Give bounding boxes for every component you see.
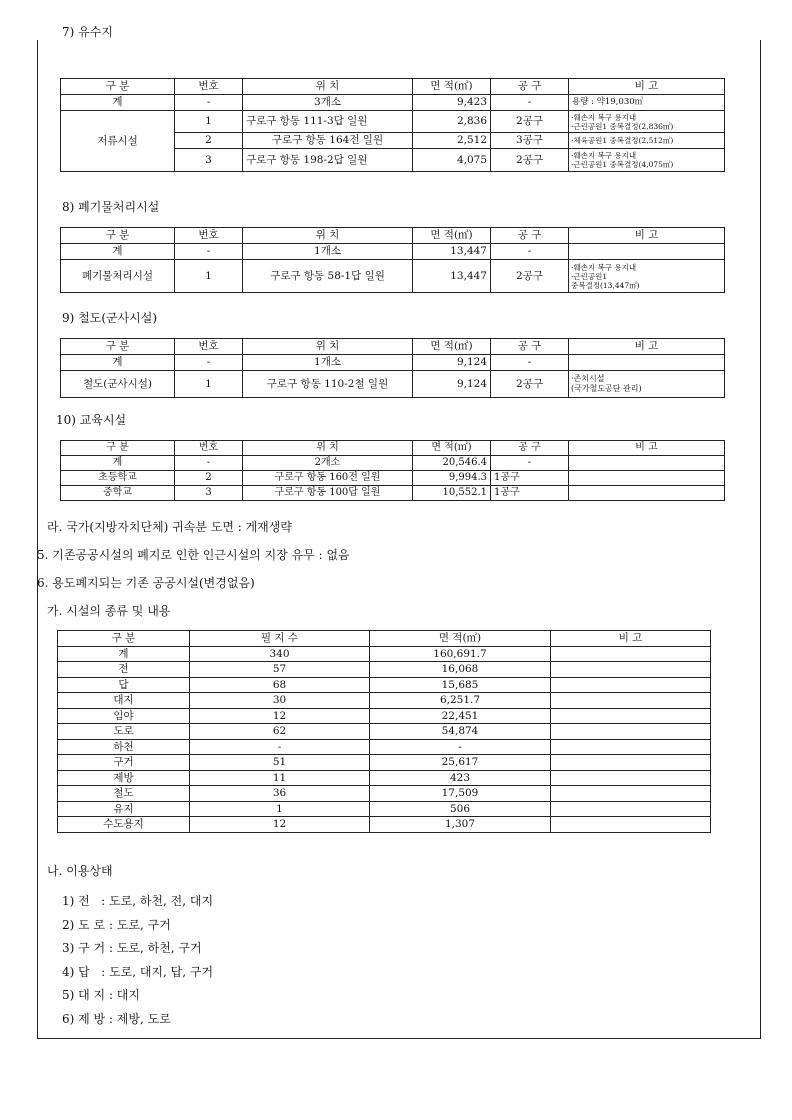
cell: 3	[175, 149, 243, 172]
cell: 17,509	[370, 786, 551, 802]
cell: 2,512	[413, 133, 491, 149]
header-cell: 비 고	[569, 79, 725, 95]
cell: -	[491, 456, 569, 471]
table-row	[61, 111, 725, 133]
line-ga: 가. 시설의 종류 및 내용	[47, 604, 171, 618]
cell	[551, 755, 711, 771]
cell: -	[175, 355, 243, 371]
cell: 13,447	[413, 244, 491, 260]
header-cell: 위 치	[243, 441, 413, 456]
reservoir-table	[60, 78, 725, 172]
cell: 1	[175, 111, 243, 133]
total-row	[61, 95, 725, 111]
cell: 1	[175, 371, 243, 398]
cell	[551, 693, 711, 709]
cell: 2,836	[413, 111, 491, 133]
cell: 답	[58, 677, 190, 693]
header-cell: 위 치	[243, 339, 413, 355]
cell: 2공구	[491, 149, 569, 172]
cell: 구로구 항동 110-2철 일원	[243, 371, 413, 398]
line-ra: 라. 국가(지방자치단체) 귀속분 도면 : 게재생략	[47, 520, 292, 534]
cell	[551, 786, 711, 802]
cell: 폐기물처리시설	[61, 260, 175, 293]
cell: 철도	[58, 786, 190, 802]
line-5: 5. 기존공공시설의 폐지로 인한 인근시설의 지장 유무 : 없음	[37, 548, 350, 562]
cell: 계	[61, 355, 175, 371]
cell: 초등학교	[61, 471, 175, 486]
cell: 3개소	[243, 95, 413, 111]
header-cell: 번호	[175, 79, 243, 95]
header-cell: 면 적(㎡)	[413, 339, 491, 355]
cell: 계	[61, 95, 175, 111]
cell: 2공구	[491, 260, 569, 293]
table-row	[61, 260, 725, 293]
table-row	[58, 708, 711, 724]
header-cell: 번호	[175, 228, 243, 244]
cell: 계	[58, 646, 190, 662]
cell: 423	[370, 770, 551, 786]
cell: 9,994.3	[413, 471, 491, 486]
line-na: 나. 이용상태	[47, 864, 113, 878]
cell: 철도(군사시설)	[61, 371, 175, 398]
table-row	[58, 786, 711, 802]
header-cell: 비 고	[551, 631, 711, 647]
cell	[569, 244, 725, 260]
cell: 구로구 항동 160전 일원	[243, 471, 413, 486]
cell	[569, 456, 725, 471]
cell: 구로구 항동 100답 일원	[243, 486, 413, 501]
header-cell: 공 구	[491, 228, 569, 244]
cell: 1개소	[243, 355, 413, 371]
cell: 13,447	[413, 260, 491, 293]
cell: 16,068	[370, 662, 551, 678]
cell: 1공구	[491, 471, 569, 486]
cell: -	[175, 456, 243, 471]
cell: 구로구 항동 58-1답 일원	[243, 260, 413, 293]
cell: 임야	[58, 708, 190, 724]
section-heading-railway: 9) 철도(군사시설)	[62, 311, 158, 325]
table-header-row	[61, 441, 725, 456]
cell: 수도용지	[58, 817, 190, 833]
cell: 57	[190, 662, 370, 678]
header-cell: 면 적(㎡)	[413, 79, 491, 95]
table-row	[58, 770, 711, 786]
header-cell: 번호	[175, 441, 243, 456]
cell: 2	[175, 471, 243, 486]
section-heading-education: 10) 교육시설	[56, 413, 127, 427]
note-line: ·존치시설	[571, 374, 605, 383]
note-line: ·훼손지 복구 용지내	[571, 151, 637, 160]
cell: 구로구 항동 198-2답 일원	[243, 149, 413, 172]
header-cell: 번호	[175, 339, 243, 355]
table-row	[58, 801, 711, 817]
cell: 중학교	[61, 486, 175, 501]
cell: 3공구	[491, 133, 569, 149]
cell	[551, 770, 711, 786]
cell	[551, 801, 711, 817]
cell: 유지	[58, 801, 190, 817]
cell: 하천	[58, 739, 190, 755]
cell: 62	[190, 724, 370, 740]
page-frame	[37, 40, 761, 1039]
cell: 6,251.7	[370, 693, 551, 709]
cell: 2개소	[243, 456, 413, 471]
cell: 1,307	[370, 817, 551, 833]
cell: 전	[58, 662, 190, 678]
cell: 11	[190, 770, 370, 786]
cell: 대지	[58, 693, 190, 709]
note-line: ·훼손지 복구 용지내	[571, 112, 637, 122]
cell: 4,075	[413, 149, 491, 172]
cell: 1	[175, 260, 243, 293]
header-cell: 구 분	[61, 228, 175, 244]
cell: 도로	[58, 724, 190, 740]
note-line: ·훼손지 복구 용지내	[571, 262, 637, 272]
line-6: 6. 용도폐지되는 기존 공공시설(변경없음)	[37, 576, 255, 590]
cell: 2공구	[491, 111, 569, 133]
note-line: ·근린공원1 중복결정(2,836㎡)	[571, 121, 674, 131]
table-row	[58, 693, 711, 709]
cell: 506	[370, 801, 551, 817]
note-cell	[569, 260, 725, 293]
waste-table	[60, 227, 725, 293]
header-cell: 면 적(㎡)	[413, 441, 491, 456]
cell	[551, 708, 711, 724]
cell	[569, 486, 725, 501]
table-row	[61, 371, 725, 398]
usage-item: 4) 답 : 도로, 대지, 답, 구거	[62, 964, 214, 979]
cell: -	[190, 739, 370, 755]
cell: 용량 : 약19,030㎥	[569, 95, 725, 111]
header-cell: 구 분	[61, 79, 175, 95]
group-cell: 저류시설	[61, 111, 175, 172]
cell: 10,552.1	[413, 486, 491, 501]
cell	[569, 471, 725, 486]
cell: 36	[190, 786, 370, 802]
cell	[551, 817, 711, 833]
cell: 제방	[58, 770, 190, 786]
note-cell	[569, 133, 725, 149]
cell: -	[175, 95, 243, 111]
cell: 51	[190, 755, 370, 771]
cell: 25,617	[370, 755, 551, 771]
table-row	[58, 817, 711, 833]
cell: 구로구 항동 111-3답 일원	[243, 111, 413, 133]
header-cell: 위 치	[243, 228, 413, 244]
note-line: ·근린공원1	[571, 271, 608, 281]
cell: 160,691.7	[370, 646, 551, 662]
cell	[551, 677, 711, 693]
header-cell: 구 분	[61, 441, 175, 456]
cell: -	[370, 739, 551, 755]
railway-table	[60, 338, 725, 398]
education-table	[60, 440, 725, 501]
usage-item: 6) 제 방 : 제방, 도로	[62, 1011, 171, 1026]
table-header-row	[61, 228, 725, 244]
total-row	[61, 244, 725, 260]
cell: 68	[190, 677, 370, 693]
cell: 340	[190, 646, 370, 662]
cell: 계	[61, 456, 175, 471]
section-heading-reservoir: 7) 유수지	[62, 25, 113, 39]
total-row	[58, 646, 711, 662]
cell: 20,546.4	[413, 456, 491, 471]
cell	[551, 646, 711, 662]
cell: 2	[175, 133, 243, 149]
note-line: 중복결정(13,447㎡)	[571, 280, 640, 290]
usage-item: 1) 전 : 도로, 하천, 전, 대지	[62, 894, 214, 908]
header-cell: 면 적(㎡)	[370, 631, 551, 647]
cell	[551, 662, 711, 678]
note-line: ·체육공원1 중복결정(2,512㎡)	[571, 136, 674, 145]
total-row	[61, 456, 725, 471]
cell: 30	[190, 693, 370, 709]
usage-item: 3) 구 거 : 도로, 하천, 구거	[62, 941, 202, 955]
header-cell: 공 구	[491, 441, 569, 456]
header-cell: 위 치	[243, 79, 413, 95]
table-body	[58, 646, 711, 832]
cell: 2공구	[491, 371, 569, 398]
cell: -	[491, 244, 569, 260]
note-cell	[569, 149, 725, 172]
cell: -	[491, 355, 569, 371]
table-header-row	[61, 79, 725, 95]
header-cell: 비 고	[569, 228, 725, 244]
header-cell: 비 고	[569, 441, 725, 456]
cell: 1	[190, 801, 370, 817]
table-row	[61, 471, 725, 486]
header-cell: 구 분	[61, 339, 175, 355]
header-cell: 공 구	[491, 339, 569, 355]
cell: 계	[61, 244, 175, 260]
header-cell: 구 분	[58, 631, 190, 647]
table-row	[58, 724, 711, 740]
header-cell: 공 구	[491, 79, 569, 95]
usage-item: 2) 도 로 : 도로, 구거	[62, 917, 171, 932]
cell	[569, 355, 725, 371]
header-cell: 필 지 수	[190, 631, 370, 647]
note-line: (국가철도공단 관리)	[571, 384, 642, 393]
table-row	[58, 677, 711, 693]
note-cell	[569, 371, 725, 398]
table-row	[61, 486, 725, 501]
cell: 22,451	[370, 708, 551, 724]
cell: 9,124	[413, 371, 491, 398]
table-row	[58, 662, 711, 678]
cell: 12	[190, 817, 370, 833]
cell: 3	[175, 486, 243, 501]
cell: 1개소	[243, 244, 413, 260]
table-row	[58, 755, 711, 771]
section-heading-waste: 8) 폐기물처리시설	[62, 200, 160, 214]
usage-item: 5) 대 지 : 대지	[62, 988, 140, 1002]
total-row	[61, 355, 725, 371]
table-header-row	[61, 339, 725, 355]
header-cell: 비 고	[569, 339, 725, 355]
cell: 구거	[58, 755, 190, 771]
cell: 15,685	[370, 677, 551, 693]
cell: 54,874	[370, 724, 551, 740]
header-cell: 면 적(㎡)	[413, 228, 491, 244]
cell	[551, 739, 711, 755]
cell: 12	[190, 708, 370, 724]
cell: 구로구 항동 164전 일원	[243, 133, 413, 149]
cell: 9,124	[413, 355, 491, 371]
cell: -	[175, 244, 243, 260]
cell: -	[491, 95, 569, 111]
note-line: ·근린공원1 중복결정(4,075㎡)	[571, 160, 674, 169]
table-row	[58, 739, 711, 755]
note-cell	[569, 111, 725, 133]
cell	[551, 724, 711, 740]
cell: 9,423	[413, 95, 491, 111]
abolished-facilities-table	[57, 630, 711, 833]
table-header-row	[58, 631, 711, 647]
cell: 1공구	[491, 486, 569, 501]
